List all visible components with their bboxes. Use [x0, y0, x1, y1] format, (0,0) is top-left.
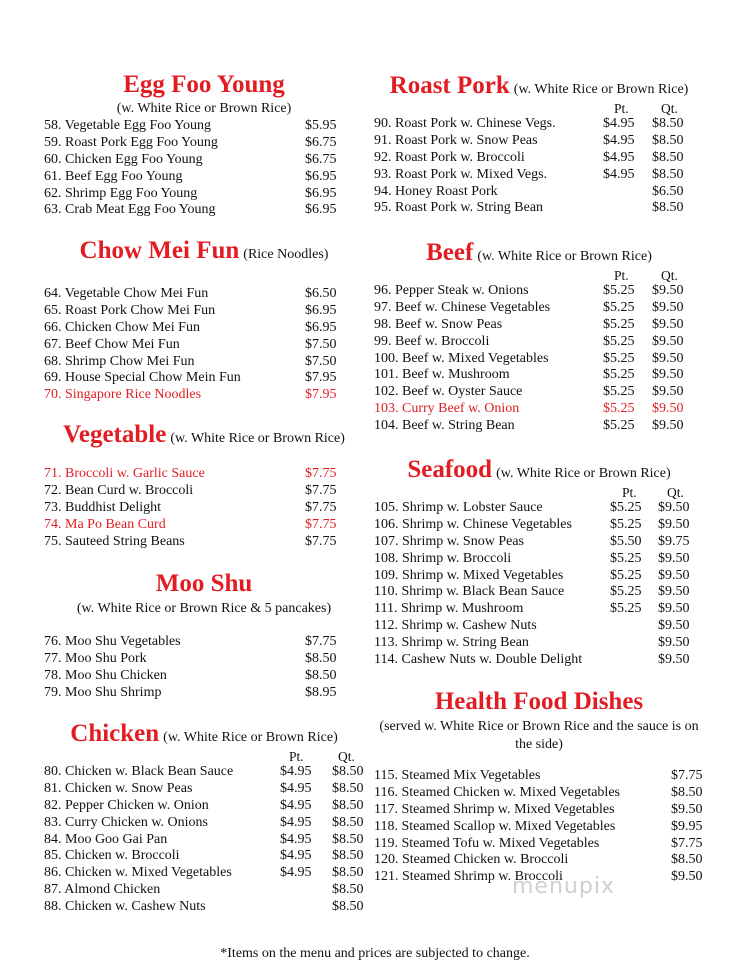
pint-price: $5.25	[603, 350, 635, 366]
menu-item-row	[44, 303, 364, 320]
section-header	[374, 71, 704, 101]
menu-item-name: 75. Sauteed String Beans	[44, 533, 185, 549]
menu-item-row	[44, 798, 364, 815]
menu-item-row	[374, 283, 704, 300]
quart-header: Qt.	[661, 268, 678, 283]
pint-price: $4.95	[603, 116, 635, 131]
menu-item-name: 114. Cashew Nuts w. Double Delight	[374, 652, 583, 668]
menu-item-name: 107. Shrimp w. Snow Peas	[374, 533, 524, 549]
quart-price: $8.50	[652, 200, 684, 216]
menu-item-row	[374, 150, 704, 167]
menu-item-name: 109. Shrimp w. Mixed Vegetables	[374, 567, 564, 583]
section-header	[374, 238, 704, 268]
menu-item-row	[44, 483, 364, 500]
menu-item-name: 84. Moo Goo Gai Pan	[44, 831, 168, 847]
menu-item-price: $6.95	[305, 185, 337, 201]
menu-item-name: 119. Steamed Tofu w. Mixed Vegetables	[374, 835, 600, 851]
quart-price: $9.50	[658, 500, 690, 515]
menu-item-name: 68. Shrimp Chow Mei Fun	[44, 353, 195, 369]
menu-item-price: $9.50	[671, 869, 703, 885]
quart-price: $8.50	[332, 764, 364, 779]
pint-price: $5.25	[603, 384, 635, 400]
menu-item-row	[44, 832, 364, 849]
quart-price: $8.50	[332, 899, 364, 915]
menu-item-name: 105. Shrimp w. Lobster Sauce	[374, 500, 543, 515]
menu-item-row	[374, 133, 704, 150]
section-seafood	[374, 455, 704, 669]
menu-item-name: 73. Buddhist Delight	[44, 499, 162, 515]
menu-item-name: 71. Broccoli w. Garlic Sauce	[44, 466, 205, 481]
section-beef	[374, 238, 704, 435]
menu-item-name: 98. Beef w. Snow Peas	[374, 316, 503, 332]
quart-price: $9.50	[658, 635, 690, 651]
menu-item-name: 90. Roast Pork w. Chinese Vegs.	[374, 116, 556, 131]
section-header	[374, 455, 704, 485]
section-chicken	[44, 719, 364, 916]
pint-price: $4.95	[603, 132, 635, 148]
menu-item-row	[374, 534, 704, 551]
item-list	[374, 500, 704, 669]
menu-item-row	[44, 815, 364, 832]
menu-item-name: 111. Shrimp w. Mushroom	[374, 601, 524, 617]
menu-item-price: $6.75	[305, 151, 337, 167]
menu-item-name: 87. Almond Chicken	[44, 882, 161, 898]
menu-item-row	[44, 517, 364, 534]
section-title: Chicken	[70, 720, 160, 747]
quart-price: $6.50	[652, 183, 684, 199]
menu-item-row	[374, 768, 704, 785]
quart-price: $8.50	[332, 780, 364, 796]
menu-item-row	[44, 651, 364, 668]
quart-header: Qt.	[661, 101, 678, 116]
menu-item-name: 66. Chicken Chow Mei Fun	[44, 319, 200, 335]
pint-price: $5.25	[610, 550, 642, 566]
menu-item-name: 100. Beef w. Mixed Vegetables	[374, 350, 549, 366]
menu-item-row	[44, 781, 364, 798]
pint-header: Pt.	[622, 485, 637, 500]
menu-item-row	[374, 334, 704, 351]
section-moo-shu	[44, 569, 364, 702]
menu-item-price: $7.75	[305, 516, 337, 532]
menu-item-price: $8.50	[305, 650, 337, 666]
menu-item-row	[374, 568, 704, 585]
menu-item-row	[374, 184, 704, 201]
pint-price: $4.95	[603, 166, 635, 182]
menu-item-name: 80. Chicken w. Black Bean Sauce	[44, 764, 234, 779]
section-title: Egg Foo Young	[123, 71, 285, 98]
menu-item-price: $7.75	[305, 466, 337, 481]
section-title: Chow Mei Fun	[79, 237, 240, 264]
quart-price: $9.50	[652, 367, 684, 383]
item-list	[44, 118, 364, 219]
menu-item-price: $7.75	[305, 482, 337, 498]
menu-item-price: $9.50	[671, 801, 703, 817]
quart-price: $9.75	[658, 533, 690, 549]
menu-item-row	[374, 517, 704, 534]
menu-item-name: 60. Chicken Egg Foo Young	[44, 151, 203, 167]
section-note: (w. White Rice or Brown Rice)	[496, 466, 671, 481]
quart-price: $8.50	[332, 882, 364, 898]
menu-item-row	[374, 200, 704, 217]
section-title: Vegetable	[63, 421, 167, 448]
menu-item-row	[44, 370, 364, 387]
menu-item-row	[374, 418, 704, 435]
menu-item-row	[374, 351, 704, 368]
menu-item-name: 117. Steamed Shrimp w. Mixed Vegetables	[374, 801, 615, 817]
quart-price: $8.50	[332, 797, 364, 813]
menu-item-name: 121. Steamed Shrimp w. Broccoli	[374, 869, 563, 885]
menu-item-price: $9.95	[671, 818, 703, 834]
section-egg-foo-young	[44, 70, 364, 219]
pint-price: $5.25	[610, 584, 642, 600]
section-header	[44, 569, 364, 599]
section-note: (Rice Noodles)	[243, 247, 329, 262]
menu-item-name: 74. Ma Po Bean Curd	[44, 516, 166, 532]
quart-price: $9.50	[658, 584, 690, 600]
quart-header: Qt.	[338, 749, 355, 764]
menu-item-name: 115. Steamed Mix Vegetables	[374, 768, 541, 783]
pint-price: $4.95	[280, 764, 312, 779]
item-list	[44, 286, 364, 404]
pint-header: Pt.	[614, 101, 629, 116]
menu-item-price: $8.50	[671, 852, 703, 868]
menu-item-name: 113. Shrimp w. String Bean	[374, 635, 529, 651]
menu-item-price: $5.95	[305, 118, 337, 133]
menu-item-name: 91. Roast Pork w. Snow Peas	[374, 132, 538, 148]
menu-item-price: $7.75	[671, 835, 703, 851]
menu-item-row	[44, 186, 364, 203]
section-header	[44, 420, 364, 450]
menu-item-name: 69. House Special Chow Mein Fun	[44, 370, 241, 386]
menu-item-name: 62. Shrimp Egg Foo Young	[44, 185, 198, 201]
menu-item-name: 101. Beef w. Mushroom	[374, 367, 510, 383]
menu-item-row	[374, 317, 704, 334]
menu-item-price: $6.75	[305, 134, 337, 150]
menu-item-row	[374, 500, 704, 517]
menu-item-price: $8.95	[305, 684, 337, 700]
menu-item-price: $8.50	[305, 667, 337, 683]
menu-item-name: 96. Pepper Steak w. Onions	[374, 283, 529, 298]
menu-item-row	[374, 167, 704, 184]
pint-header: Pt.	[289, 749, 304, 764]
menu-item-name: 58. Vegetable Egg Foo Young	[44, 118, 211, 133]
pint-price: $5.25	[610, 601, 642, 617]
quart-price: $8.50	[332, 865, 364, 881]
menu-item-name: 79. Moo Shu Shrimp	[44, 684, 162, 700]
menu-item-row	[374, 652, 704, 669]
quart-price: $8.50	[652, 116, 684, 131]
item-list	[374, 283, 704, 435]
quart-price: $8.50	[652, 166, 684, 182]
menu-item-price: $6.95	[305, 202, 337, 218]
menu-item-row	[374, 116, 704, 133]
quart-price: $9.50	[658, 618, 690, 634]
section-header	[44, 70, 364, 100]
menu-item-row	[374, 852, 704, 869]
pint-price: $5.25	[603, 316, 635, 332]
menu-item-name: 120. Steamed Chicken w. Broccoli	[374, 852, 569, 868]
item-list	[44, 764, 364, 916]
menu-item-name: 110. Shrimp w. Black Bean Sauce	[374, 584, 565, 600]
menu-item-row	[374, 384, 704, 401]
menu-item-row	[44, 286, 364, 303]
pint-header: Pt.	[614, 268, 629, 283]
quart-price: $9.50	[658, 567, 690, 583]
menu-item-price: $7.95	[305, 370, 337, 386]
menu-item-name: 76. Moo Shu Vegetables	[44, 634, 181, 649]
menu-item-name: 59. Roast Pork Egg Foo Young	[44, 134, 218, 150]
price-column-headers	[374, 485, 704, 500]
item-list	[44, 466, 364, 550]
section-header	[374, 687, 704, 717]
section-subtitle: (w. White Rice or Brown Rice)	[116, 101, 292, 116]
menu-item-name: 86. Chicken w. Mixed Vegetables	[44, 865, 232, 881]
menu-item-name: 116. Steamed Chicken w. Mixed Vegetables	[374, 784, 620, 800]
menu-item-row	[44, 764, 364, 781]
menu-item-name: 81. Chicken w. Snow Peas	[44, 780, 193, 796]
watermark-text: menupix	[512, 874, 615, 899]
footer-disclaimer: *Items on the menu and prices are subjected to change.	[220, 946, 530, 961]
pint-price: $4.95	[280, 848, 312, 864]
section-note: (w. White Rice or Brown Rice)	[163, 730, 338, 745]
menu-item-row	[374, 601, 704, 618]
quart-price: $9.50	[652, 401, 684, 417]
menu-item-name: 102. Beef w. Oyster Sauce	[374, 384, 523, 400]
pint-price: $5.50	[610, 533, 642, 549]
menu-item-name: 108. Shrimp w. Broccoli	[374, 550, 512, 566]
menu-item-name: 72. Bean Curd w. Broccoli	[44, 482, 194, 498]
menu-item-name: 112. Shrimp w. Cashew Nuts	[374, 618, 537, 634]
menu-item-row	[44, 354, 364, 371]
menu-item-price: $7.50	[305, 353, 337, 369]
quart-header: Qt.	[667, 485, 684, 500]
price-column-headers	[44, 749, 364, 764]
section-header	[44, 719, 364, 749]
item-list	[44, 634, 364, 702]
menu-item-name: 93. Roast Pork w. Mixed Vegs.	[374, 166, 548, 182]
section-note: (w. White Rice or Brown Rice)	[477, 249, 652, 264]
menu-item-name: 83. Curry Chicken w. Onions	[44, 814, 208, 830]
menu-item-row	[374, 300, 704, 317]
menu-item-row	[44, 668, 364, 685]
pint-price: $5.25	[603, 418, 635, 434]
menu-item-name: 77. Moo Shu Pork	[44, 650, 147, 666]
menu-item-row	[44, 169, 364, 186]
item-list	[374, 768, 704, 886]
menu-item-name: 103. Curry Beef w. Onion	[374, 401, 520, 417]
menu-item-price: $7.75	[671, 768, 703, 783]
menu-item-name: 88. Chicken w. Cashew Nuts	[44, 899, 206, 915]
section-title: Roast Pork	[389, 72, 510, 99]
quart-price: $9.50	[652, 299, 684, 315]
menu-item-price: $6.95	[305, 319, 337, 335]
menu-item-name: 82. Pepper Chicken w. Onion	[44, 797, 209, 813]
menu-item-row	[44, 534, 364, 551]
section-header	[44, 236, 364, 266]
menu-item-price: $7.50	[305, 336, 337, 352]
menu-item-row	[44, 202, 364, 219]
menu-item-name: 70. Singapore Rice Noodles	[44, 387, 202, 403]
section-subtitle: (served w. White Rice or Brown Rice and the sauce is on the side)	[379, 719, 699, 752]
menu-item-name: 104. Beef w. String Bean	[374, 418, 515, 434]
menu-item-row	[44, 848, 364, 865]
menu-item-name: 65. Roast Pork Chow Mei Fun	[44, 302, 216, 318]
menu-item-price: $8.50	[671, 784, 703, 800]
section-title: Beef	[426, 239, 474, 266]
pint-price: $4.95	[280, 780, 312, 796]
item-list	[374, 116, 704, 217]
menu-item-row	[44, 634, 364, 651]
pint-price: $5.25	[603, 299, 635, 315]
pint-price: $4.95	[280, 797, 312, 813]
menu-item-row	[374, 802, 704, 819]
pint-price: $5.25	[603, 401, 635, 417]
quart-price: $9.50	[652, 316, 684, 332]
price-column-headers	[374, 268, 704, 283]
menu-item-row	[44, 320, 364, 337]
quart-price: $8.50	[652, 132, 684, 148]
section-subtitle: (w. White Rice or Brown Rice & 5 pancakes)	[76, 601, 332, 616]
section-chow-mei-fun	[44, 236, 364, 404]
quart-price: $9.50	[652, 384, 684, 400]
menu-item-price: $6.95	[305, 168, 337, 184]
menu-item-row	[44, 500, 364, 517]
section-note: (w. White Rice or Brown Rice)	[513, 82, 689, 97]
pint-price: $5.25	[603, 367, 635, 383]
quart-price: $9.50	[658, 550, 690, 566]
pint-price: $5.25	[610, 500, 642, 515]
section-title: Moo Shu	[155, 570, 253, 597]
menu-item-row	[44, 387, 364, 404]
pint-price: $5.25	[603, 333, 635, 349]
section-roast-pork	[374, 71, 704, 217]
menu-item-row	[374, 401, 704, 418]
menu-item-row	[374, 819, 704, 836]
section-title: Seafood	[407, 456, 493, 483]
quart-price: $9.50	[658, 601, 690, 617]
quart-price: $9.50	[652, 350, 684, 366]
menu-item-name: 85. Chicken w. Broccoli	[44, 848, 180, 864]
menu-item-price: $7.75	[305, 634, 337, 649]
section-health-food	[374, 687, 704, 886]
menu-item-name: 97. Beef w. Chinese Vegetables	[374, 299, 551, 315]
section-note: (w. White Rice or Brown Rice)	[170, 431, 345, 446]
pint-price: $4.95	[603, 149, 635, 165]
menu-item-row	[44, 685, 364, 702]
menu-item-row	[44, 152, 364, 169]
pint-price: $5.25	[610, 567, 642, 583]
menu-item-name: 106. Shrimp w. Chinese Vegetables	[374, 516, 572, 532]
quart-price: $9.50	[658, 652, 690, 668]
menu-item-name: 67. Beef Chow Mei Fun	[44, 336, 180, 352]
menu-item-row	[374, 785, 704, 802]
menu-item-price: $7.75	[305, 533, 337, 549]
menu-item-price: $6.50	[305, 286, 337, 301]
quart-price: $9.50	[652, 418, 684, 434]
pint-price: $5.25	[603, 283, 635, 298]
menu-item-price: $7.75	[305, 499, 337, 515]
menu-item-name: 95. Roast Pork w. String Bean	[374, 200, 544, 216]
quart-price: $9.50	[658, 516, 690, 532]
menu-item-price: $6.95	[305, 302, 337, 318]
price-column-headers	[374, 101, 704, 116]
menu-item-name: 61. Beef Egg Foo Young	[44, 168, 183, 184]
menu-item-row	[44, 899, 364, 916]
section-vegetable	[44, 420, 364, 550]
menu-item-name: 92. Roast Pork w. Broccoli	[374, 149, 525, 165]
menu-item-row	[44, 337, 364, 354]
menu-item-name: 99. Beef w. Broccoli	[374, 333, 490, 349]
pint-price: $4.95	[280, 814, 312, 830]
menu-item-name: 118. Steamed Scallop w. Mixed Vegetables	[374, 818, 616, 834]
pint-price: $5.25	[610, 516, 642, 532]
menu-item-row	[44, 882, 364, 899]
pint-price: $4.95	[280, 865, 312, 881]
menu-item-name: 63. Crab Meat Egg Foo Young	[44, 202, 216, 218]
menu-item-row	[374, 551, 704, 568]
quart-price: $9.50	[652, 333, 684, 349]
section-title: Health Food Dishes	[434, 688, 644, 715]
menu-item-name: 94. Honey Roast Pork	[374, 183, 498, 199]
menu-item-row	[374, 635, 704, 652]
quart-price: $9.50	[652, 283, 684, 298]
quart-price: $8.50	[652, 149, 684, 165]
menu-item-price: $7.95	[305, 387, 337, 403]
menu-item-row	[374, 836, 704, 853]
menu-item-row	[374, 367, 704, 384]
pint-price: $4.95	[280, 831, 312, 847]
menu-item-row	[374, 584, 704, 601]
quart-price: $8.50	[332, 848, 364, 864]
menu-item-row	[44, 865, 364, 882]
menu-item-row	[374, 618, 704, 635]
menu-item-row	[44, 135, 364, 152]
quart-price: $8.50	[332, 814, 364, 830]
menu-item-name: 78. Moo Shu Chicken	[44, 667, 167, 683]
menu-item-row	[44, 118, 364, 135]
quart-price: $8.50	[332, 831, 364, 847]
menu-item-row	[44, 466, 364, 483]
menu-item-name: 64. Vegetable Chow Mei Fun	[44, 286, 209, 301]
